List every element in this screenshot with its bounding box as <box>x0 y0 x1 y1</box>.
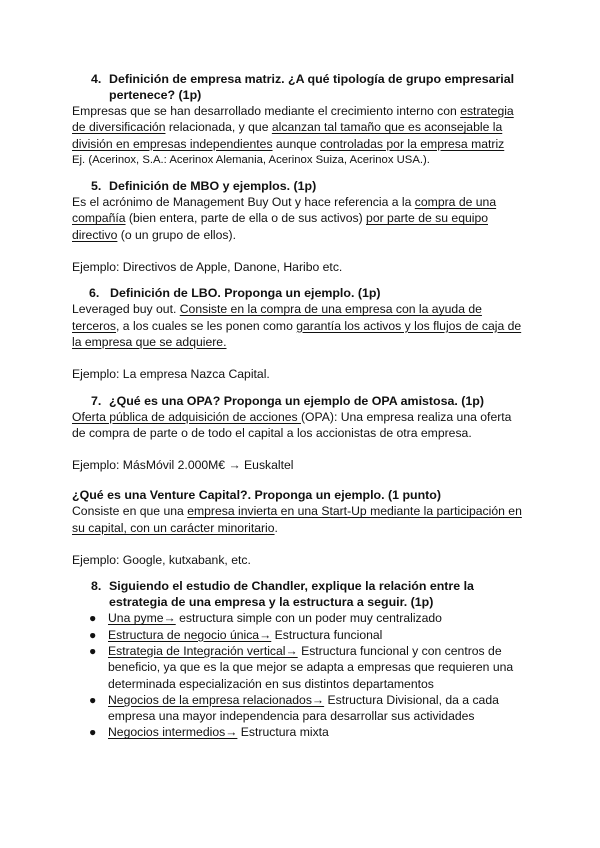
answer-text: relacionada, y que <box>165 120 272 135</box>
list-item-text: Estructura Divisional, da a cada empresa una mayor independencia para desarrollar sus actividades <box>108 692 499 724</box>
answer-text: , a los cuales se les ponen como <box>116 318 297 333</box>
question-5-answer <box>72 194 524 243</box>
underlined-text: Consiste en la compra de una empresa con la ayuda de terceros <box>72 302 482 333</box>
venture-capital-example: Ejemplo: Google, kutxabank, etc. <box>72 553 251 568</box>
answer-text: aunque <box>272 136 320 151</box>
underlined-text: compra de una compañía <box>72 195 497 226</box>
question-7-number: 7. <box>91 393 102 408</box>
chandler-list <box>72 610 524 740</box>
question-6-title: Definición de LBO. Proponga un ejemplo. (1p) <box>110 286 381 301</box>
answer-text: (bien entera, parte de ella o de sus activos) <box>125 211 367 226</box>
question-7-title: ¿Qué es una OPA? Proponga un ejemplo de OPA amistosa. (1p) <box>109 393 484 408</box>
question-4-number: 4. <box>91 72 102 86</box>
underlined-text: Estructura de negocio única→ <box>108 627 272 642</box>
question-6-answer <box>72 301 524 350</box>
list-item <box>72 610 524 626</box>
answer-text: . <box>274 520 278 535</box>
underlined-text: Una pyme→ <box>108 611 176 626</box>
underlined-text: por parte de su equipo directivo <box>72 211 489 242</box>
list-item <box>72 692 524 725</box>
bullet-icon: ● <box>89 627 97 642</box>
question-7-answer <box>72 409 524 442</box>
bullet-icon: ● <box>89 611 97 626</box>
underlined-text: empresa invierta en una Start-Up mediante la participación en su capital, con un carácter minoritario <box>72 504 522 535</box>
answer-text: (OPA): Una empresa realiza una oferta de compra de parte o de todo el capital a los accionistas de otra empresa. <box>72 409 512 440</box>
list-item-text: Estructura mixta <box>237 725 329 740</box>
bullet-icon: ● <box>89 692 97 707</box>
venture-capital-answer <box>72 503 524 536</box>
list-item-text: Estructura funcional y con centros de beneficio, ya que es la que mejor se adapta a empresas que requieren una determinada especialización en sus distintos departamentos <box>108 643 514 691</box>
question-7-heading <box>72 393 524 409</box>
question-4-example: Ej. (Acerinox, S.A.: Acerinox Alemania, Acerinox Suiza, Acerinox USA.). <box>72 153 430 166</box>
question-5-number: 5. <box>91 179 102 194</box>
list-item-text: Estructura funcional <box>271 627 383 642</box>
list-item <box>72 627 524 643</box>
list-item <box>72 724 524 740</box>
venture-capital-heading: ¿Qué es una Venture Capital?. Proponga un ejemplo. (1 punto) <box>72 488 441 503</box>
bullet-icon: ● <box>89 643 97 658</box>
underlined-text: alcanzan tal tamaño que es aconsejable la división en empresas independientes <box>72 120 503 151</box>
answer-text: Consiste en que una <box>72 504 188 519</box>
question-6-heading <box>72 285 524 301</box>
underlined-text: Estrategia de Integración vertical→ <box>108 643 298 658</box>
question-5-heading <box>72 178 524 194</box>
underlined-text: controladas por la empresa matriz <box>320 136 505 151</box>
bullet-icon: ● <box>89 725 97 740</box>
question-5-title: Definición de MBO y ejemplos. (1p) <box>109 179 317 194</box>
list-item <box>72 643 524 692</box>
question-8-heading <box>72 578 524 610</box>
answer-text: (o un grupo de ellos). <box>117 227 236 242</box>
question-4-title: Definición de empresa matriz. ¿A qué tipología de grupo empresarial pertenece? (1p) <box>109 72 515 102</box>
question-6-number: 6. <box>89 286 100 301</box>
answer-text: Es el acrónimo de Management Buy Out y hace referencia a la <box>72 195 415 210</box>
underlined-text: Oferta pública de adquisición de acciones <box>72 409 301 424</box>
question-4-heading <box>72 71 524 103</box>
answer-text: Leveraged buy out. <box>72 302 180 317</box>
question-7-example: Ejemplo: MásMóvil 2.000M€ → Euskaltel <box>72 458 294 473</box>
question-5-example: Ejemplo: Directivos de Apple, Danone, Haribo etc. <box>72 260 343 275</box>
underlined-text: Negocios de la empresa relacionados→ <box>108 692 325 707</box>
underlined-text: estrategia de diversificación <box>72 104 514 135</box>
list-item-text: estructura simple con un poder muy centralizado <box>175 611 442 626</box>
underlined-text: garantía los activos y los flujos de caja de la empresa que se adquiere. <box>72 318 522 349</box>
underlined-text: Negocios intermedios→ <box>108 725 238 740</box>
question-8-title: Siguiendo el estudio de Chandler, explique la relación entre la estrategia de una empresa y la estructura a seguir. (1p) <box>109 579 474 610</box>
question-6-example: Ejemplo: La empresa Nazca Capital. <box>72 367 270 382</box>
question-8-number: 8. <box>91 579 102 594</box>
document-page <box>72 71 524 741</box>
question-4-answer <box>72 103 524 152</box>
answer-text: Empresas que se han desarrollado mediante el crecimiento interno con <box>72 104 461 118</box>
